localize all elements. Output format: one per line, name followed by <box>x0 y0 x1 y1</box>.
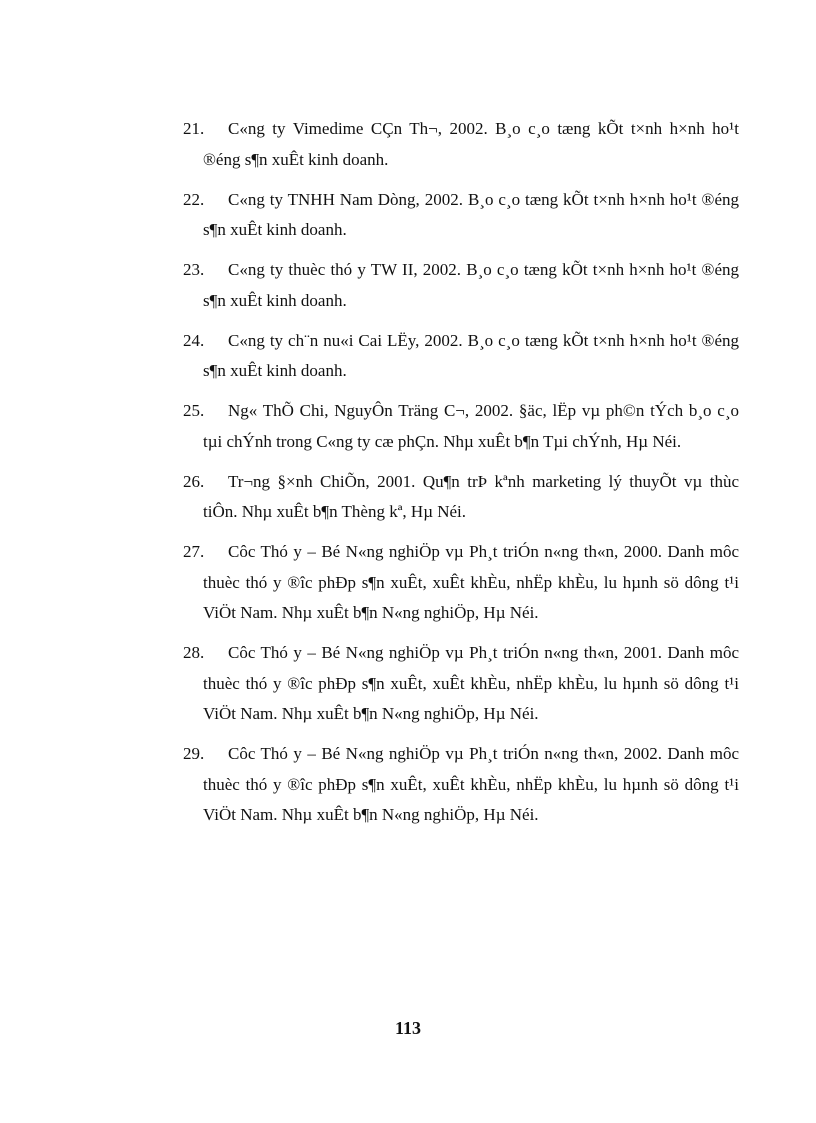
reference-text: Côc Thó y – Bé N«ng nghiÖp vµ Ph¸t triÓn n«ng th«n, 2000. Danh môc thuèc thó y ®îc phÐp s¶n xuÊt, xuÊt khÈu, nhËp khÈu, lu hµnh sö dông t¹i ViÖt Nam. Nhµ xuÊt b¶n N«ng nghiÖp, Hµ Néi. <box>203 542 739 622</box>
reference-number: 27. <box>183 542 205 561</box>
reference-number: 25. <box>183 401 205 420</box>
reference-item <box>183 537 739 629</box>
reference-number: 21. <box>183 119 205 138</box>
reference-number: 26. <box>183 471 205 491</box>
reference-item <box>183 255 739 316</box>
reference-number: 23. <box>183 260 205 279</box>
reference-item <box>183 185 739 246</box>
reference-number: 29. <box>183 744 205 763</box>
reference-text: C«ng ty thuèc thó y TW II, 2002. B¸o c¸o tæng kÕt t×nh h×nh ho¹t ®éng s¶n xuÊt kinh doanh. <box>203 260 739 310</box>
reference-item <box>183 326 739 387</box>
reference-text: Côc Thó y – Bé N«ng nghiÖp vµ Ph¸t triÓn n«ng th«n, 2002. Danh môc thuèc thó y ®îc phÐp s¶n xuÊt, xuÊt khÈu, nhËp khÈu, lu hµnh sö dông t¹i ViÖt Nam. Nhµ xuÊt b¶n N«ng nghiÖp, Hµ Néi. <box>203 744 739 824</box>
page-number: 113 <box>394 1018 421 1038</box>
reference-list <box>183 114 739 840</box>
reference-item <box>183 739 739 831</box>
reference-item <box>183 114 739 175</box>
reference-text: C«ng ty TNHH Nam Dòng, 2002. B¸o c¸o tæng kÕt t×nh h×nh ho¹t ®éng s¶n xuÊt kinh doanh. <box>203 189 739 239</box>
reference-item <box>183 467 739 528</box>
reference-number: 28. <box>183 643 205 662</box>
reference-item <box>183 396 739 457</box>
reference-number: 24. <box>183 330 205 350</box>
reference-text: Ng« ThÕ Chi, NguyÔn Träng C¬, 2002. §äc, lËp vµ ph©n tÝch b¸o c¸o tµi chÝnh trong C«ng ty cæ phÇn. Nhµ xuÊt b¶n Tµi chÝnh, Hµ Néi. <box>203 401 739 451</box>
reference-text: C«ng ty ch¨n nu«i Cai LËy, 2002. B¸o c¸o tæng kÕt t×nh h×nh ho¹t ®éng s¶n xuÊt kinh doanh. <box>203 330 739 380</box>
reference-text: C«ng ty Vimedime CÇn Th¬, 2002. B¸o c¸o tæng kÕt t×nh h×nh ho¹t ®éng s¶n xuÊt kinh doanh. <box>203 119 739 169</box>
reference-text: Côc Thó y – Bé N«ng nghiÖp vµ Ph¸t triÓn n«ng th«n, 2001. Danh môc thuèc thó y ®îc phÐp s¶n xuÊt, xuÊt khÈu, nhËp khÈu, lu hµnh sö dông t¹i ViÖt Nam. Nhµ xuÊt b¶n N«ng nghiÖp, Hµ Néi. <box>203 643 739 723</box>
reference-text: Tr¬ng §×nh ChiÕn, 2001. Qu¶n trÞ kªnh marketing lý thuyÕt vµ thùc tiÔn. Nhµ xuÊt b¶n Thèng kª, Hµ Néi. <box>203 471 739 521</box>
reference-number: 22. <box>183 189 205 209</box>
reference-item <box>183 638 739 730</box>
